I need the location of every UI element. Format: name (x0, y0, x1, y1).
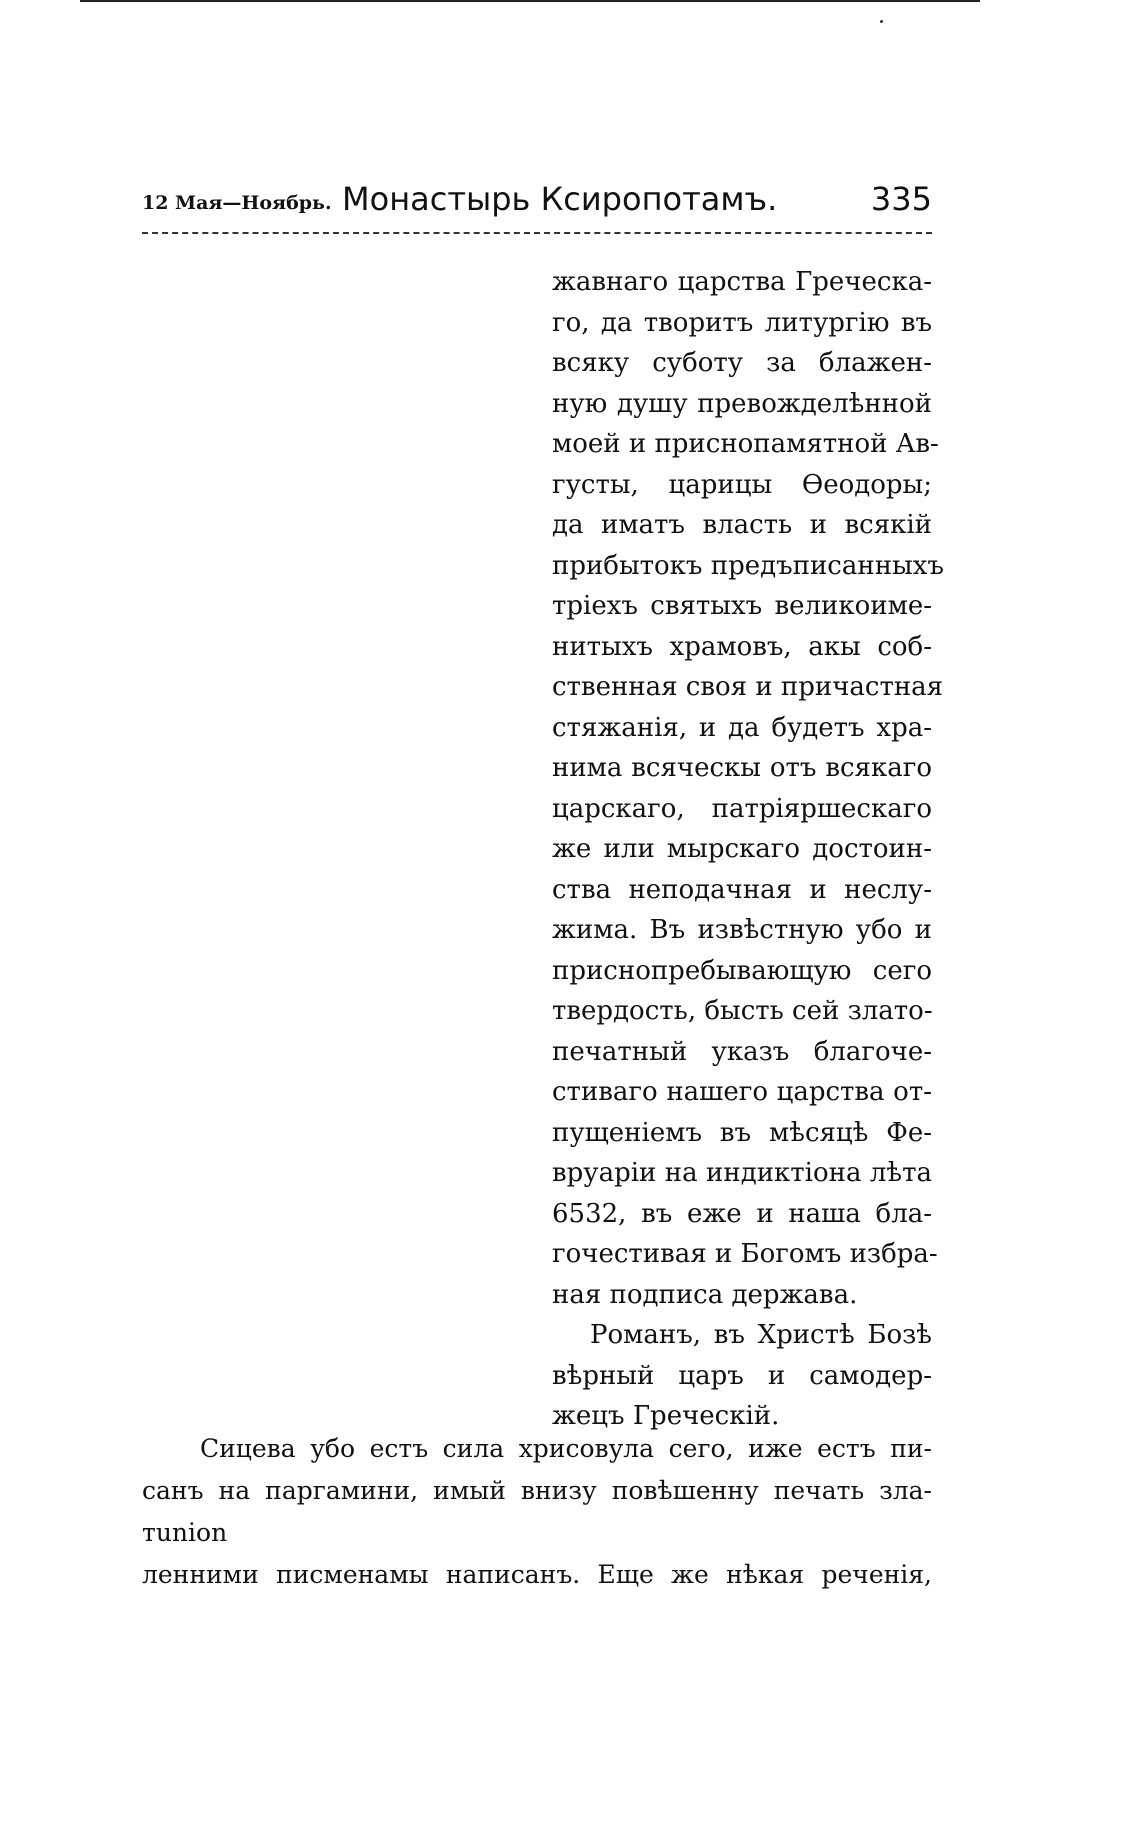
paragraph-line: Сицева убо естъ сила хрисовула сего, иже естъ пи- (200, 1434, 932, 1463)
column-line: нима всяческы отъ всякаго (552, 753, 932, 783)
column-line: пущеніемъ въ мѣсяцѣ Фе- (552, 1117, 932, 1148)
column-line: ства неподачная и неслу- (552, 874, 932, 905)
column-line: стиваго нашего царства от- (552, 1077, 932, 1107)
column-line: жавнаго царства Греческа- (552, 267, 932, 297)
column-line: жима. Въ извѣстную убо и (552, 915, 932, 945)
column-line: печатный указъ благоче- (552, 1036, 932, 1067)
column-line: приснопребывающую сего (552, 955, 932, 986)
speck-mark (880, 20, 883, 23)
paragraph-line: тunion (142, 1518, 228, 1547)
signature-line: Романъ, въ Христѣ Бозѣ (590, 1320, 932, 1350)
column-line: всяку суботу за блажен- (552, 348, 932, 378)
header-title: Монастырь Ксиропотамъ. (342, 180, 778, 218)
column-line: же или мырскаго достоин- (552, 834, 932, 864)
column-line: прибытокъ предъписанныхъ (552, 550, 944, 581)
running-header (142, 180, 932, 230)
column-line: го, да творитъ литургію въ (552, 307, 932, 338)
column-line: ственная своя и причастная (552, 672, 944, 702)
column-line: моей и приснопамятной Ав- (552, 429, 939, 459)
column-line: 6532, въ еже и наша бла- (552, 1198, 932, 1229)
column-line: царскаго, патріяршескаго (552, 793, 932, 824)
column-line: вруаріи на индиктіона лѣта (552, 1158, 932, 1188)
header-date: 12 Мая—Ноябрь. (142, 192, 332, 214)
signature-line: жецъ Греческій. (552, 1401, 780, 1431)
paragraph-line: санъ на паргамини, имый внизу повѣшенну печать зла- (142, 1476, 932, 1505)
top-edge-rule (80, 0, 980, 2)
column-line: твердость, бысть сей злато- (552, 996, 933, 1026)
column-line: да иматъ власть и всякій (552, 510, 932, 540)
column-line: ная подписа держава. (552, 1279, 858, 1310)
page-number: 335 (870, 180, 932, 218)
signature-line: вѣрный царъ и самодер- (552, 1360, 932, 1391)
header-rule (142, 232, 932, 234)
column-line: тріехъ святыхъ великоиме- (552, 591, 932, 621)
column-line: нитыхъ храмовъ, акы соб- (552, 631, 932, 662)
body-paragraph (142, 1428, 932, 1596)
column-line: стяжанія, и да будетъ хра- (552, 712, 932, 743)
column-line: густы, царицы Ѳеодоры; (552, 469, 932, 500)
column-line: ную душу превожделѣнной (552, 388, 932, 419)
narrow-column-text (552, 262, 944, 1437)
column-line: гочестивая и Богомъ избра- (552, 1239, 938, 1269)
paragraph-line: ленними писменамы написанъ. Еще же нѣкая реченія, (142, 1560, 932, 1589)
